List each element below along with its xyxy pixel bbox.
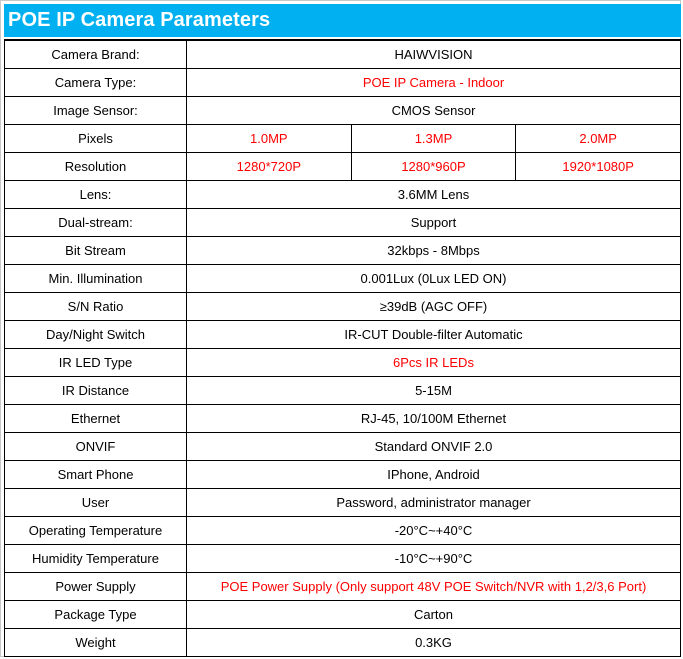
row-label: Humidity Temperature (5, 545, 187, 573)
row-value: POE IP Camera - Indoor (187, 69, 681, 97)
row-value: 32kbps - 8Mbps (187, 237, 681, 265)
table-row-dual-stream (5, 209, 681, 237)
row-value: -20°C~+40°C (187, 517, 681, 545)
row-value: 1280*960P (351, 153, 516, 181)
row-label: Bit Stream (5, 237, 187, 265)
row-value: 0.001Lux (0Lux LED ON) (187, 265, 681, 293)
row-label: Resolution (5, 153, 187, 181)
row-label: IR Distance (5, 377, 187, 405)
row-value: -10°C~+90°C (187, 545, 681, 573)
table-row-camera-brand (5, 40, 681, 69)
row-label: Day/Night Switch (5, 321, 187, 349)
row-label: Power Supply (5, 573, 187, 601)
row-value: IR-CUT Double-filter Automatic (187, 321, 681, 349)
table-row-ir-distance (5, 377, 681, 405)
row-label: ONVIF (5, 433, 187, 461)
row-label: Image Sensor: (5, 97, 187, 125)
row-label: User (5, 489, 187, 517)
table-row-resolution (5, 153, 681, 181)
table-row-pixels (5, 125, 681, 153)
table-row-user (5, 489, 681, 517)
table-row-lens (5, 181, 681, 209)
table-row-package-type (5, 601, 681, 629)
row-label: Lens: (5, 181, 187, 209)
row-label: Camera Brand: (5, 40, 187, 69)
table-row-image-sensor (5, 97, 681, 125)
row-value: IPhone, Android (187, 461, 681, 489)
table-row-ethernet (5, 405, 681, 433)
table-row-humidity-temperature (5, 545, 681, 573)
row-label: Package Type (5, 601, 187, 629)
table-row-camera-type (5, 69, 681, 97)
table-row-weight (5, 629, 681, 657)
row-value: HAIWVISION (187, 40, 681, 69)
row-label: Smart Phone (5, 461, 187, 489)
row-value: 1280*720P (187, 153, 352, 181)
table-row-operating-temperature (5, 517, 681, 545)
row-value: 1.0MP (187, 125, 352, 153)
row-label: IR LED Type (5, 349, 187, 377)
row-value: Carton (187, 601, 681, 629)
parameters-table (4, 39, 681, 657)
table-row-sn-ratio (5, 293, 681, 321)
row-label: S/N Ratio (5, 293, 187, 321)
row-label: Weight (5, 629, 187, 657)
table-row-smart-phone (5, 461, 681, 489)
table-row-day-night-switch (5, 321, 681, 349)
table-row-bit-stream (5, 237, 681, 265)
row-label: Pixels (5, 125, 187, 153)
row-label: Dual-stream: (5, 209, 187, 237)
row-value: 5-15M (187, 377, 681, 405)
row-value: POE Power Supply (Only support 48V POE Switch/NVR with 1,2/3,6 Port) (187, 573, 681, 601)
row-value: Password, administrator manager (187, 489, 681, 517)
row-label: Ethernet (5, 405, 187, 433)
row-label: Operating Temperature (5, 517, 187, 545)
table-row-power-supply (5, 573, 681, 601)
row-value: 2.0MP (516, 125, 681, 153)
table-row-ir-led-type (5, 349, 681, 377)
row-value: ≥39dB (AGC OFF) (187, 293, 681, 321)
page-title: POE IP Camera Parameters (4, 4, 681, 37)
table-row-onvif (5, 433, 681, 461)
row-label: Camera Type: (5, 69, 187, 97)
row-value: CMOS Sensor (187, 97, 681, 125)
row-value: 0.3KG (187, 629, 681, 657)
row-value: Support (187, 209, 681, 237)
row-value: Standard ONVIF 2.0 (187, 433, 681, 461)
row-value: 6Pcs IR LEDs (187, 349, 681, 377)
row-label: Min. Illumination (5, 265, 187, 293)
row-value: 3.6MM Lens (187, 181, 681, 209)
row-value: 1.3MP (351, 125, 516, 153)
row-value: 1920*1080P (516, 153, 681, 181)
row-value: RJ-45, 10/100M Ethernet (187, 405, 681, 433)
table-row-min-illumination (5, 265, 681, 293)
